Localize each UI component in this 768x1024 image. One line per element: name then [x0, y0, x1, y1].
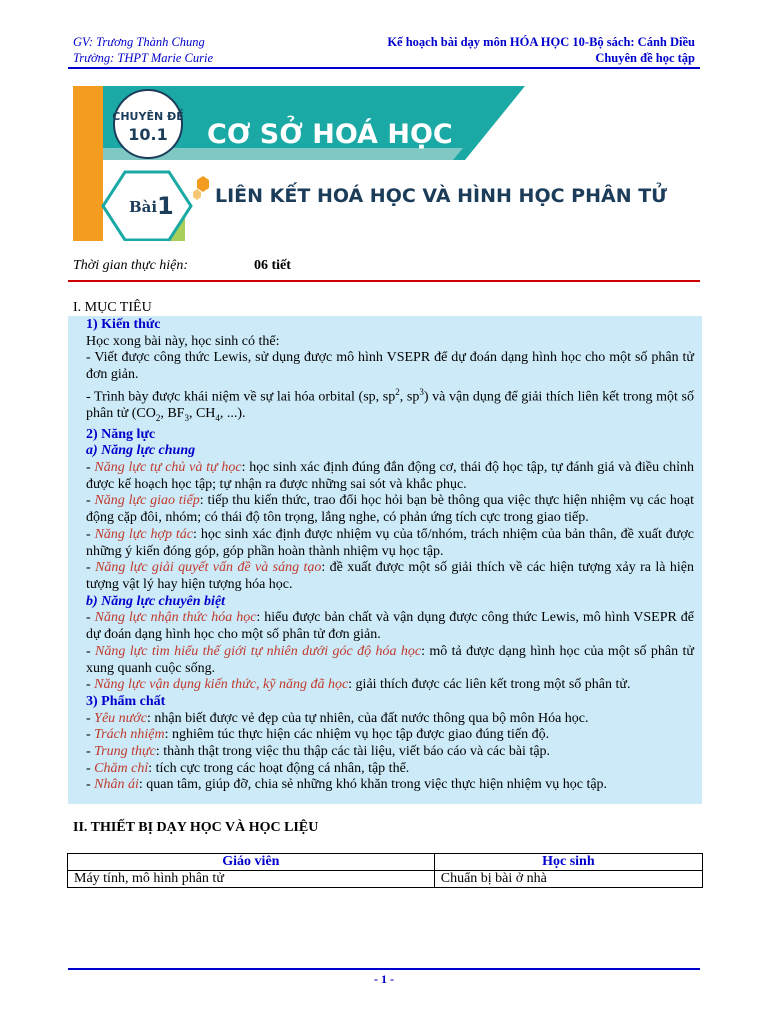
qualities-heading: 3) Phẩm chất [86, 693, 166, 709]
lesson-banner [73, 86, 695, 241]
header-right [387, 34, 695, 66]
table-header-cell: Học sinh [434, 854, 702, 871]
quality-item: - Trung thực: thành thật trong việc thu thập các tài liệu, viết báo cáo và các bài tập. [86, 744, 551, 760]
chuyen-de-number: 10.1 [128, 125, 168, 144]
banner-title: CƠ SỞ HOÁ HỌC [207, 119, 453, 150]
knowledge-heading: 1) Kiến thức [86, 317, 161, 332]
general-skill-item: - Năng lực hợp tác: học sinh xác định được nhiệm vụ của tổ/nhóm, trách nhiệm của bản thân, đề xuất được những ý kiến đóng góp, góp phần hoàn thành nhiệm vụ học tập. [86, 526, 694, 559]
duration-label: Thời gian thực hiện: [73, 258, 189, 273]
table-header-cell: Giáo viên [68, 854, 435, 871]
school-name: Trường: THPT Marie Curie [73, 51, 214, 65]
section-2-title: II. THIẾT BỊ DẠY HỌC VÀ HỌC LIỆU [73, 820, 319, 835]
banner-orange-strip [73, 86, 103, 241]
knowledge-item: - Trình bày được khái niệm về sự lai hóa orbital (sp, $sp^2$, $sp^3$) và vận dụng để giải thích liên kết trong một số phân tử ($CO_2$, $BF_3$, $CH_4$, ...). [86, 386, 694, 423]
equipment-table [67, 853, 703, 888]
chuyen-de-label: CHUYÊN ĐỀ [112, 110, 184, 123]
table-header-row [68, 854, 703, 871]
lesson-title: LIÊN KẾT HOÁ HỌC VÀ HÌNH HỌC PHÂN TỬ [215, 185, 668, 207]
quality-item: - Yêu nước: nhận biết được vẻ đẹp của tự nhiên, của đất nước thông qua bộ môn Hóa học. [86, 710, 589, 726]
general-skill-item: - Năng lực giải quyết vấn đề và sáng tạo: đề xuất được một số giải thích về các hiện tượng xảy ra là hiện tượng vật lý hay hiện tượng hóa học. [86, 560, 695, 592]
header-divider [68, 67, 700, 69]
knowledge-item: - Viết được công thức Lewis, sử dụng được mô hình VSEPR để dự đoán dạng hình học cho một số phân tử đơn giản. [86, 350, 694, 383]
table-cell: Chuẩn bị bài ở nhà [434, 871, 702, 888]
specific-skill-item: - Năng lực tìm hiểu thế giới tự nhiên dưới góc độ hóa học: mô tả được dạng hình học của một số phân tử xung quanh cuộc sống. [86, 643, 694, 676]
bai-label: Bài [129, 198, 158, 216]
general-skills-heading: a) Năng lực chung [86, 443, 196, 459]
quality-item: - Trách nhiệm: nghiêm túc thực hiện các nhiệm vụ học tập được giao đúng tiến độ. [86, 727, 550, 743]
objectives-content [73, 317, 694, 794]
quality-item: - Nhân ái: quan tâm, giúp đỡ, chia sẻ những khó khăn trong việc thực hiện nhiệm vụ học tập. [86, 777, 608, 793]
knowledge-intro: Học xong bài này, học sinh có thể: [86, 333, 280, 349]
table-cell: Máy tính, mô hình phân tử [68, 871, 435, 888]
specific-skills-heading: b) Năng lực chuyên biệt [86, 593, 226, 609]
small-hexagon [197, 176, 209, 192]
footer-divider [68, 968, 700, 970]
section-1-title: I. MỤC TIÊU [73, 300, 152, 315]
red-divider [68, 280, 700, 282]
lesson-plan-title: Kế hoạch bài dạy môn HÓA HỌC 10-Bộ sách: Cánh Diều [387, 35, 695, 49]
topic-label: Chuyên đề học tập [595, 51, 695, 65]
general-skill-item: - Năng lực tự chủ và tự học: học sinh xác định đúng đắn động cơ, thái độ học tập, tự đánh giá và điều chỉnh được kế hoạch học tập; tự nhận ra được những sai sót và khắc phục. [86, 460, 694, 492]
bai-number: 1 [157, 192, 174, 220]
teacher-name: GV: Trương Thành Chung [73, 35, 205, 49]
header-left [73, 34, 213, 66]
quality-item: - Chăm chỉ: tích cực trong các hoạt động cá nhân, tập thể. [86, 760, 410, 776]
skills-heading: 2) Năng lực [86, 426, 156, 442]
page-number: - 1 - [374, 972, 394, 986]
duration-value: 06 tiết [254, 258, 291, 273]
general-skill-item: - Năng lực giao tiếp: tiếp thu kiến thức, trao đổi học hỏi bạn bè thông qua việc thực hiện nhiệm vụ các hoạt động cặp đôi, nhóm; có thái độ tôn trọng, lắng nghe, có phản ứng tích cực trong giao tiếp. [86, 493, 694, 526]
chuyen-de-circle [114, 90, 182, 158]
specific-skill-item: - Năng lực vận dụng kiến thức, kỹ năng đã học: giải thích được các liên kết trong một số phân tử. [86, 677, 631, 693]
table-row [68, 871, 703, 888]
small-hexagon [193, 189, 201, 200]
specific-skill-item: - Năng lực nhận thức hóa học: hiểu được bản chất và vận dụng được công thức Lewis, mô hình VSEPR để dự đoán dạng hình học cho một số phân tử đơn giản. [86, 610, 695, 643]
duration-row [73, 258, 291, 274]
